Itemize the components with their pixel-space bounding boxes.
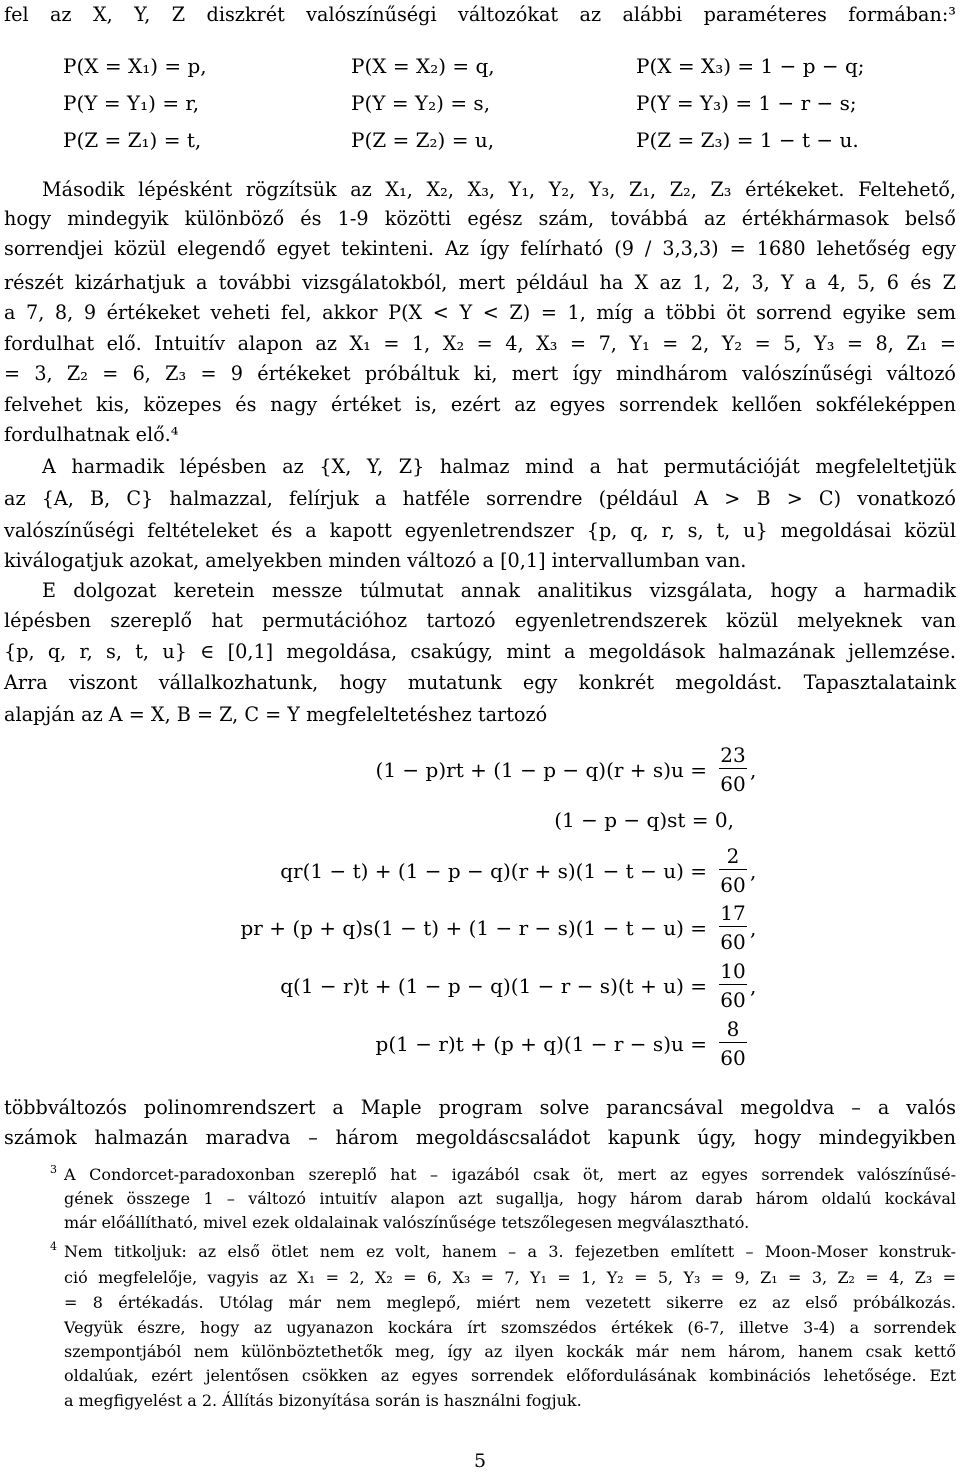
parameter-cell: P(X = X₁) = p, xyxy=(63,54,207,78)
text-line: A harmadik lépésben az {X, Y, Z} halmaz mind a hat permutációját megfeleltetjük xyxy=(42,455,956,478)
equation-4 xyxy=(0,900,960,958)
fraction-denominator: 60 xyxy=(720,1046,746,1070)
text-line: Második lépésként rögzítsük az X₁, X₂, X₃, Y₁, Y₂, Y₃, Z₁, Z₂, Z₃ értékeket. Feltehető, xyxy=(42,178,956,201)
parameter-cell: P(Y = Y₂) = s, xyxy=(351,91,491,115)
parameter-cell: P(Y = Y₃) = 1 − r − s; xyxy=(636,91,857,115)
footnote-line: Vegyük észre, hogy az ugyanazon kockára írt szomszédos értékek (6-7, illetve 3-4) a sorrendek xyxy=(64,1318,956,1337)
text-line: fordulhat elő. Intuitív alapon az X₁ = 1, X₂ = 4, X₃ = 7, Y₁ = 2, Y₂ = 5, Y₃ = 8, Z₁ = xyxy=(4,332,956,355)
footnote-number: 3 xyxy=(50,1163,57,1176)
equation-fraction xyxy=(719,1016,747,1073)
equation-punctuation: , xyxy=(750,916,757,940)
equation-3 xyxy=(0,843,960,901)
text-line: Arra viszont vállalkozhatunk, hogy mutatunk egy konkrét megoldást. Tapasztalataink xyxy=(4,671,956,694)
equation-1 xyxy=(0,742,960,800)
footnote-line: ció megfelelője, vagyis az X₁ = 2, X₂ = 6, X₃ = 7, Y₁ = 1, Y₂ = 5, Y₃ = 9, Z₁ = 3, Z₂ = 4, Z₃ = xyxy=(64,1268,956,1287)
parameter-cell: P(Z = Z₃) = 1 − t − u. xyxy=(636,128,859,152)
equation-punctuation: , xyxy=(750,758,757,782)
equation-lhs: p(1 − r)t + (p + q)(1 − r − s)u = xyxy=(375,1032,707,1056)
text-line: hogy mindegyik különböző és 1-9 közötti egész szám, továbbá az értékhármasok belső xyxy=(4,207,956,230)
equation-fraction xyxy=(719,900,747,957)
fraction-numerator: 8 xyxy=(719,1016,747,1043)
text-line: számok halmazán maradva – három megoldáscsaládot kapunk úgy, hogy mindegyikben xyxy=(4,1126,956,1149)
footnote-line: Nem titkoljuk: az első ötlet nem ez volt, hanem – a 3. fejezetben említett – Moon-Moser konstruk- xyxy=(64,1242,956,1261)
footnote-line: oldalúak, ezért jelentősen csökken az egyes sorrendek előfordulásának kombinációs lehetősége. Ezt xyxy=(64,1366,956,1385)
text-line: lépésben szereplő hat permutációhoz tartozó egyenletrendszerek közül melyeknek van xyxy=(4,609,956,632)
equation-fraction xyxy=(719,742,747,799)
fraction-numerator: 23 xyxy=(720,743,746,767)
fraction-denominator: 60 xyxy=(720,930,746,954)
footnote-line: szempontjából nem különböztethetők meg, így az ilyen kockák már nem három, hanem csak kettő xyxy=(64,1342,956,1361)
text-line: többváltozós polinomrendszert a Maple program solve parancsával megoldva – a valós xyxy=(4,1096,956,1119)
text-line: fordulhatnak elő.⁴ xyxy=(4,423,179,446)
page-number: 5 xyxy=(473,1450,487,1472)
footnote-line: gének összege 1 – változó intuitív alapon azt sugallja, hogy három darab három oldalú kockával xyxy=(64,1189,956,1208)
text-line: az {A, B, C} halmazzal, felírjuk a hatféle sorrendre (például A > B > C) vonatkozó xyxy=(4,487,956,510)
equation-fraction xyxy=(719,958,747,1015)
fraction-denominator: 60 xyxy=(720,772,746,796)
parameter-cell: P(X = X₂) = q, xyxy=(351,54,495,78)
equation-lhs: pr + (p + q)s(1 − t) + (1 − r − s)(1 − t − u) = xyxy=(240,916,707,940)
fraction-denominator: 60 xyxy=(720,988,746,1012)
equation-lhs: (1 − p)rt + (1 − p − q)(r + s)u = xyxy=(375,758,707,782)
equation-lhs: q(1 − r)t + (1 − p − q)(1 − r − s)(t + u) = xyxy=(280,974,707,998)
text-line: felvehet kis, közepes és nagy értéket is, ezért az egyes sorrendek kellően sokféleképpen xyxy=(4,393,956,416)
footnote-line: a megfigyelést a 2. Állítás bizonyítása során is használni fogjuk. xyxy=(64,1391,582,1410)
parameter-cell: P(X = X₃) = 1 − p − q; xyxy=(636,54,865,78)
footnote-line: = 8 értékadás. Utólag már nem meglepő, miért nem vezetett sikerre ez az első próbálkozás. xyxy=(64,1293,956,1312)
fraction-numerator: 2 xyxy=(719,843,747,870)
parameter-cell: P(Y = Y₁) = r, xyxy=(63,91,200,115)
fraction-denominator: 60 xyxy=(720,873,746,897)
fraction-numerator: 10 xyxy=(720,959,746,983)
parameter-cell: P(Z = Z₂) = u, xyxy=(351,128,495,152)
equation-fraction xyxy=(719,843,747,900)
text-line: alapján az A = X, B = Z, C = Y megfeleltetéshez tartozó xyxy=(4,703,548,726)
fraction-numerator: 17 xyxy=(720,901,746,925)
text-line: valószínűségi feltételeket és a kapott egyenletrendszer {p, q, r, s, t, u} megoldásai közül xyxy=(4,519,956,542)
equation-5 xyxy=(0,958,960,1016)
parameter-cell: P(Z = Z₁) = t, xyxy=(63,128,202,152)
equation-lhs: (1 − p − q)st = 0, xyxy=(554,808,734,832)
intro-line: fel az X, Y, Z diszkrét valószínűségi változókat az alábbi paraméteres formában:³ xyxy=(4,3,956,26)
footnote-number: 4 xyxy=(50,1240,57,1253)
text-line: kiválogatjuk azokat, amelyekben minden változó a [0,1] intervallumban van. xyxy=(4,549,747,572)
equation-punctuation: , xyxy=(750,974,757,998)
equation-lhs: qr(1 − t) + (1 − p − q)(r + s)(1 − t − u) = xyxy=(280,859,707,883)
text-line: {p, q, r, s, t, u} ∈ [0,1] megoldása, csakúgy, mint a megoldások halmazának jellemzése. xyxy=(4,640,956,663)
text-line: részét kizárhatjuk a további vizsgálatokból, mert például ha X az 1, 2, 3, Y a 4, 5, 6 és Z xyxy=(4,271,956,294)
equation-punctuation: , xyxy=(750,859,757,883)
text-line: E dolgozat keretein messze túlmutat annak analitikus vizsgálata, hogy a harmadik xyxy=(42,579,956,602)
equation-6 xyxy=(0,1016,960,1074)
text-line: a 7, 8, 9 értékeket veheti fel, akkor P(X < Y < Z) = 1, míg a többi öt sorrend egyike sem xyxy=(4,301,956,324)
text-line: = 3, Z₂ = 6, Z₃ = 9 értékeket próbáltuk ki, mert így mindhárom valószínűségi változó xyxy=(4,362,956,385)
footnote-line: A Condorcet-paradoxonban szereplő hat – igazából csak öt, mert az egyes sorrendek valószínűsé- xyxy=(64,1165,956,1184)
footnote-line: már előállítható, mivel ezek oldalainak valószínűsége tetszőlegesen megválasztható. xyxy=(64,1213,750,1232)
text-line: sorrendjei közül elegendő egyet tekinteni. Az így felírható (9 / 3,3,3) = 1680 lehetőség egy xyxy=(4,237,956,260)
